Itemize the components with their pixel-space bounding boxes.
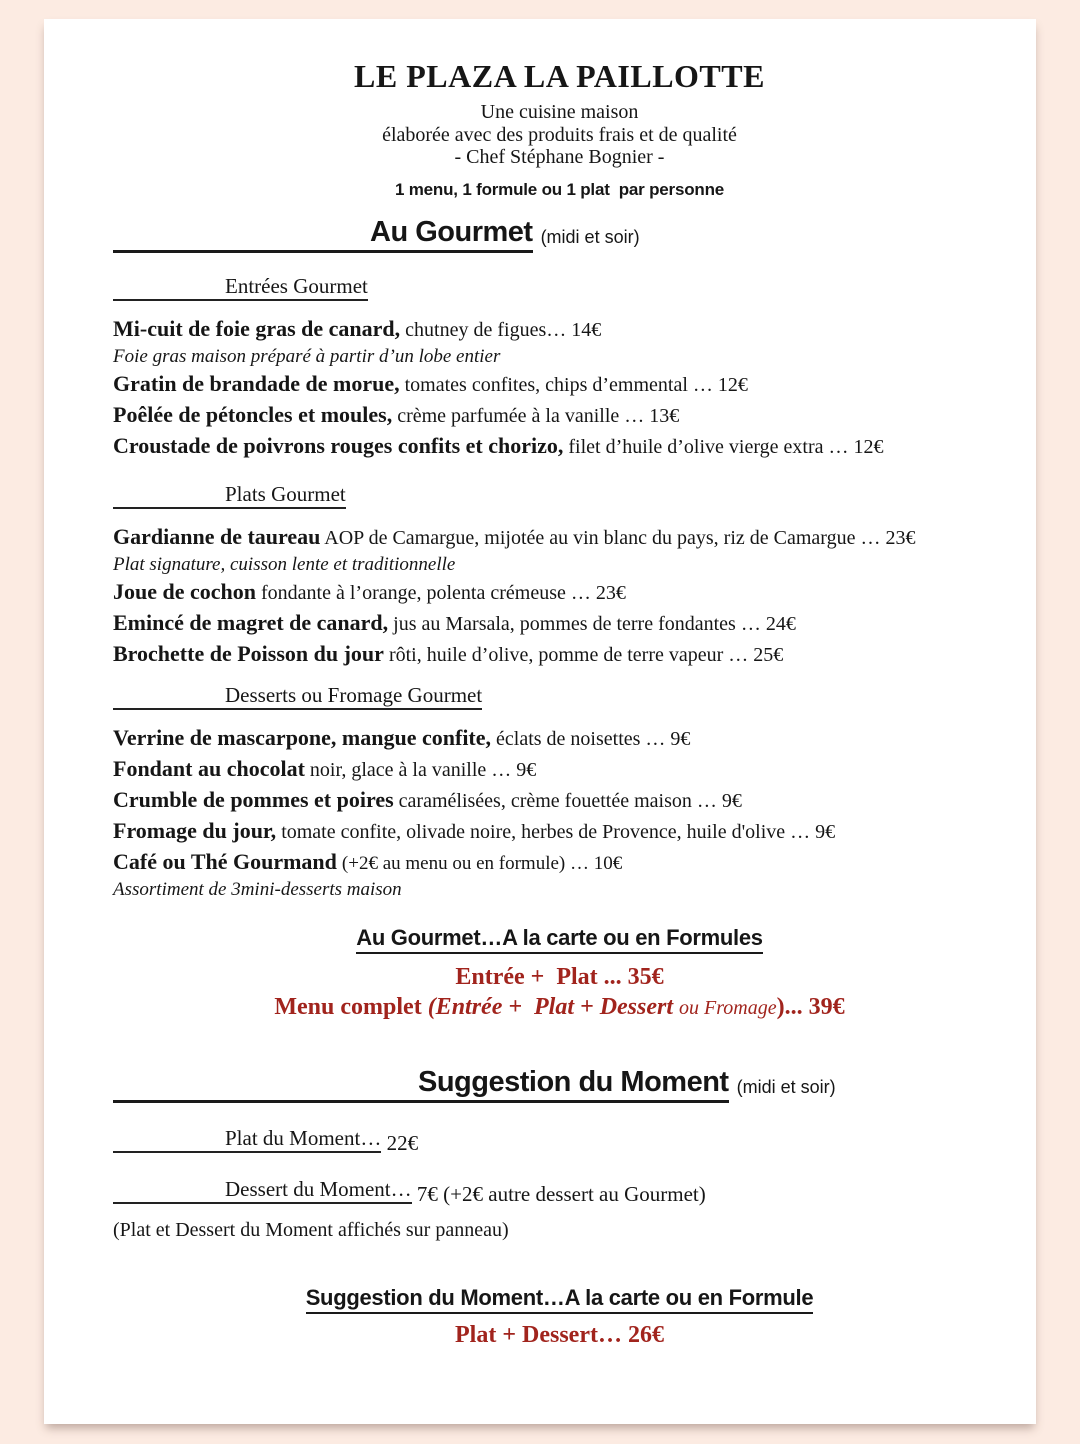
tab-underline bbox=[113, 297, 225, 298]
section-heading-moment bbox=[113, 1067, 1006, 1103]
dessert-du-moment-price: 7€ (+2€ autre dessert au Gourmet) bbox=[411, 1181, 706, 1206]
item-name: Joue de cochon bbox=[113, 578, 256, 604]
plats-heading-text: Plats Gourmet bbox=[225, 481, 346, 506]
entrees-heading-text: Entrées Gourmet bbox=[225, 273, 368, 298]
item-name: Fromage du jour, bbox=[113, 817, 277, 843]
plat-du-moment-underline bbox=[113, 1126, 381, 1153]
item-description: jus au Marsala, pommes de terre fondantes … 24€ bbox=[393, 612, 796, 635]
plat-du-moment-price: 22€ bbox=[381, 1130, 419, 1155]
entrees-heading-underline bbox=[113, 274, 368, 301]
dessert-du-moment-underline bbox=[113, 1177, 412, 1204]
menu-item bbox=[113, 785, 1006, 816]
item-note: Assortiment de 3mini-desserts maison bbox=[113, 878, 402, 900]
menu-item bbox=[113, 522, 1006, 577]
plat-du-moment-line bbox=[113, 1126, 1006, 1155]
menu-item bbox=[113, 577, 1006, 608]
tab-underline bbox=[113, 1095, 418, 1097]
item-description: éclats de noisettes … 9€ bbox=[496, 727, 691, 750]
item-name: Croustade de poivrons rouges confits et chorizo, bbox=[113, 432, 564, 458]
item-description: caramélisées, crème fouettée maison … 9€ bbox=[398, 789, 742, 812]
gourmet-heading-suffix: (midi et soir) bbox=[540, 226, 640, 247]
formule-plat-dessert: Plat + Dessert… 26€ bbox=[455, 1321, 664, 1348]
moment-heading-suffix: (midi et soir) bbox=[736, 1076, 836, 1097]
gourmet-formules-heading-text: Au Gourmet…A la carte ou en Formules bbox=[356, 926, 762, 954]
menu-item bbox=[113, 754, 1006, 785]
moment-formule-heading-text: Suggestion du Moment…A la carte ou en Formule bbox=[306, 1286, 814, 1314]
item-description: fondante à l’orange, polenta crémeuse … 23€ bbox=[261, 581, 626, 604]
item-description: filet d’huile d’olive vierge extra … 12€ bbox=[568, 435, 884, 458]
desserts-heading-underline bbox=[113, 683, 482, 710]
item-name: Verrine de mascarpone, mangue confite, bbox=[113, 724, 492, 750]
item-name: Gratin de brandade de morue, bbox=[113, 370, 400, 396]
menu-page bbox=[44, 19, 1036, 1424]
subsection-heading-plats bbox=[113, 482, 1006, 511]
item-description: AOP de Camargue, mijotée au vin blanc du pays, riz de Camargue … 23€ bbox=[324, 526, 916, 549]
desserts-items bbox=[113, 723, 1006, 902]
item-name: Brochette de Poisson du jour bbox=[113, 640, 384, 666]
item-note: Plat signature, cuisson lente et traditionnelle bbox=[113, 553, 456, 575]
chef-line: - Chef Stéphane Bognier - bbox=[454, 146, 665, 168]
dessert-du-moment-text: Dessert du Moment… bbox=[225, 1176, 412, 1201]
plats-heading-underline bbox=[113, 482, 346, 509]
menu-item bbox=[113, 369, 1006, 400]
tab-underline bbox=[113, 1149, 225, 1150]
item-description: rôti, huile d’olive, pomme de terre vapeur … 25€ bbox=[388, 643, 784, 666]
menu-header bbox=[113, 59, 1006, 200]
gourmet-formules-heading bbox=[113, 926, 1006, 954]
menu-complet-prefix: Menu complet bbox=[274, 993, 428, 1020]
menu-item bbox=[113, 639, 1006, 670]
menu-complet-price: )... 39€ bbox=[776, 993, 845, 1020]
menu-item bbox=[113, 314, 1006, 369]
item-description: noir, glace à la vanille … 9€ bbox=[309, 758, 537, 781]
item-name: Crumble de pommes et poires bbox=[113, 786, 394, 812]
item-description: chutney de figues… 14€ bbox=[405, 318, 602, 341]
plats-items bbox=[113, 522, 1006, 670]
per-person-note: 1 menu, 1 formule ou 1 plat par personne bbox=[394, 179, 725, 199]
tab-underline bbox=[113, 505, 225, 506]
subtitle-line-2: élaborée avec des produits frais et de qualité bbox=[382, 123, 737, 146]
menu-item bbox=[113, 847, 1006, 902]
subsection-heading-entrees bbox=[113, 274, 1006, 303]
tab-underline bbox=[113, 245, 370, 247]
menu-item bbox=[113, 608, 1006, 639]
item-note: Foie gras maison préparé à partir d’un lobe entier bbox=[113, 345, 501, 367]
section-heading-gourmet bbox=[113, 217, 1006, 253]
entrees-items bbox=[113, 314, 1006, 462]
item-name: Poêlée de pétoncles et moules, bbox=[113, 401, 393, 427]
desserts-heading-text: Desserts ou Fromage Gourmet bbox=[225, 682, 483, 707]
gourmet-heading-text: Au Gourmet bbox=[370, 215, 533, 248]
item-description: crème parfumée à la vanille … 13€ bbox=[397, 404, 680, 427]
menu-complet-detail: (Entrée + Plat + Dessert bbox=[427, 993, 680, 1020]
item-description: tomate confite, olivade noire, herbes de Provence, huile d'olive … 9€ bbox=[281, 820, 836, 843]
tab-underline bbox=[113, 1200, 225, 1201]
subsection-heading-desserts bbox=[113, 683, 1006, 712]
item-name: Café ou Thé Gourmand bbox=[113, 848, 337, 874]
plat-du-moment-text: Plat du Moment… bbox=[225, 1125, 382, 1150]
tab-underline bbox=[113, 706, 225, 707]
restaurant-name: LE PLAZA LA PAILLOTTE bbox=[354, 58, 765, 94]
formule-menu-complet bbox=[113, 992, 1006, 1023]
panel-note: (Plat et Dessert du Moment affichés sur panneau) bbox=[113, 1218, 509, 1241]
subtitle-line-1: Une cuisine maison bbox=[480, 101, 639, 123]
menu-item bbox=[113, 723, 1006, 754]
item-description: (+2€ au menu ou en formule) … 10€ bbox=[341, 852, 623, 874]
menu-item bbox=[113, 816, 1006, 847]
item-name: Gardianne de taureau bbox=[113, 523, 321, 549]
item-description: tomates confites, chips d’emmental … 12€ bbox=[404, 373, 748, 396]
menu-item bbox=[113, 400, 1006, 431]
menu-complet-fromage: ou Fromage bbox=[679, 996, 777, 1019]
item-name: Fondant au chocolat bbox=[113, 755, 305, 781]
dessert-du-moment-line bbox=[113, 1177, 1006, 1206]
item-name: Mi-cuit de foie gras de canard, bbox=[113, 315, 401, 341]
menu-subtitle bbox=[113, 101, 1006, 169]
item-name: Emincé de magret de canard, bbox=[113, 609, 389, 635]
moment-heading-underline bbox=[113, 1067, 729, 1103]
menu-item bbox=[113, 431, 1006, 462]
gourmet-heading-underline bbox=[113, 217, 533, 253]
moment-formule-heading bbox=[113, 1286, 1006, 1314]
moment-heading-text: Suggestion du Moment bbox=[418, 1065, 729, 1098]
formule-entree-plat: Entrée + Plat ... 35€ bbox=[455, 963, 664, 990]
